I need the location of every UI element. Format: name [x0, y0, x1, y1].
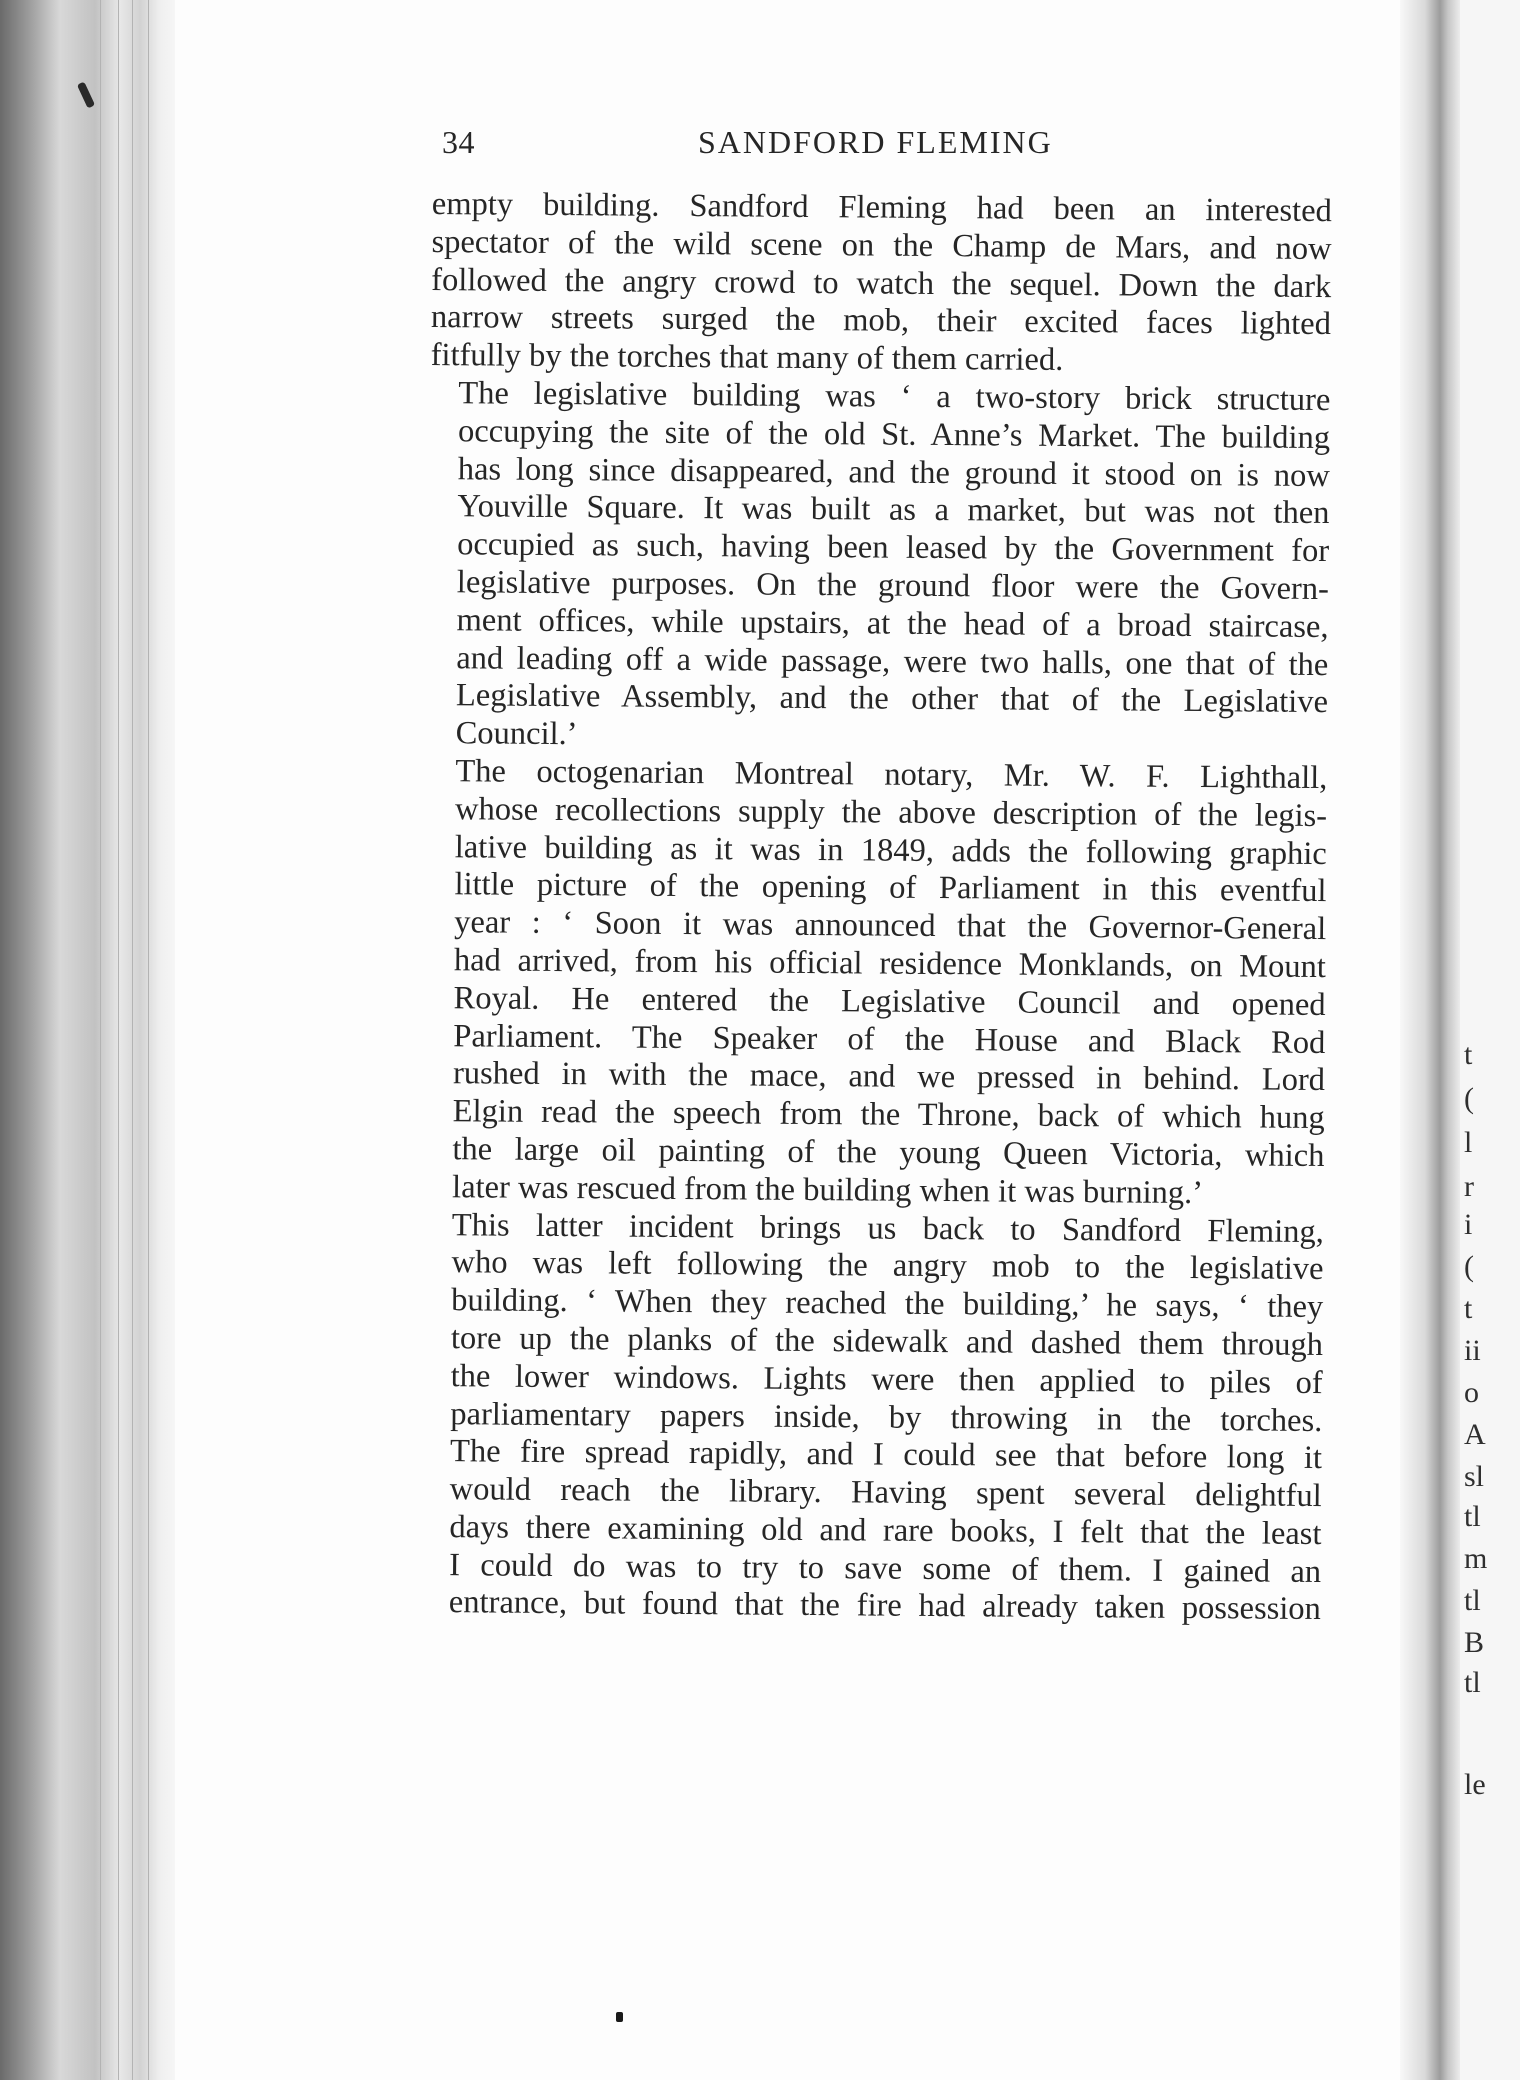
text-line: Elgin read the speech from the Throne, back of which hung [452, 1093, 1325, 1137]
text-line: had arrived, from his official residence Monklands, on Mount [453, 942, 1327, 985]
text-line: narrow streets surged the mob, their excited faces lighted [430, 299, 1332, 343]
next-page-fragment: t [1464, 1038, 1473, 1071]
next-page-fragment: o [1464, 1376, 1479, 1409]
text-line: lative building as it was in 1849, adds the following graphic [454, 828, 1327, 872]
text-line: building. ‘ When they reached the building,’ he says, ‘ they [451, 1282, 1324, 1326]
page-number: 34 [442, 124, 475, 160]
page-leaf-edge [118, 0, 119, 2080]
next-page-fragment: i [1464, 1208, 1473, 1241]
next-page-fragment: tl [1464, 1584, 1481, 1617]
next-page-fragment: sl [1464, 1460, 1485, 1493]
next-page-fragment: tl [1464, 1666, 1481, 1699]
text-line: tore up the planks of the sidewalk and dashed them through [450, 1320, 1324, 1363]
text-line: empty building. Sandford Fleming had been an interested [431, 186, 1332, 230]
next-page-fragment: ( [1464, 1250, 1474, 1283]
paragraph [428, 375, 1331, 760]
text-line: This latter incident brings us back to Sandford Fleming, [451, 1206, 1324, 1250]
text-line: year : ‘ Soon it was announced that the Governor-General [454, 904, 1327, 948]
text-line: Legislative Assembly, and the other that of the Legislative [455, 677, 1329, 721]
text-line: The octogenarian Montreal notary, Mr. W. F. Lighthall, [455, 753, 1328, 797]
next-page-fragment: A [1464, 1418, 1486, 1451]
next-page-fragment: r [1464, 1170, 1474, 1203]
text-line: Royal. He entered the Legislative Council and opened [453, 979, 1326, 1023]
running-head: SANDFORD FLEMING [698, 124, 1053, 160]
text-line: legislative purposes. On the ground floor were the Govern- [456, 564, 1330, 608]
text-line: days there examining old and rare books, I felt that the least [449, 1509, 1322, 1552]
scan-speck [616, 2012, 623, 2022]
text-line: Council.’ [455, 715, 578, 753]
body-text [421, 186, 1332, 1629]
text-line: and leading off a wide passage, were two halls, one that of the [456, 639, 1329, 683]
page-leaf-edge [148, 0, 149, 2080]
text-line: fitfully by the torches that many of them carried. [430, 337, 1064, 379]
text-line: Parliament. The Speaker of the House and Black Rod [453, 1017, 1326, 1061]
page-leaf-edge [100, 0, 101, 2080]
text-line: The fire spread rapidly, and I could see that before long it [449, 1433, 1323, 1477]
text-line: The legislative building was ‘ a two-story brick structure [458, 375, 1331, 419]
text-line: has long since disappeared, and the ground it stood on is now [457, 450, 1330, 494]
text-line: would reach the library. Having spent several delightful [449, 1471, 1322, 1515]
text-line: followed the angry crowd to watch the sequel. Down the dark [431, 261, 1332, 305]
text-line: rushed in with the mace, and we pressed in behind. Lord [452, 1055, 1326, 1099]
text-line: occupied as such, having been leased by the Government for [457, 526, 1330, 570]
next-page-fragment: l [1464, 1126, 1473, 1159]
text-line: Youville Square. It was built as a market, but was not then [457, 488, 1330, 532]
text-line: later was rescued from the building when it was burning.’ [451, 1168, 1204, 1211]
text-line: the lower windows. Lights were then applied to piles of [450, 1357, 1323, 1401]
text-line: I could do was to try to save some of them. I gained an [449, 1546, 1322, 1590]
book-gutter [1400, 0, 1460, 2080]
text-line: parliamentary papers inside, by throwing in the torches. [450, 1395, 1323, 1439]
next-page-fragment: ( [1464, 1082, 1474, 1115]
next-page-fragment: m [1464, 1542, 1488, 1575]
next-page-fragment: t [1464, 1292, 1473, 1325]
next-page-fragment: ii [1464, 1334, 1481, 1367]
text-line: ment offices, while upstairs, at the head of a broad staircase, [456, 601, 1329, 645]
text-line: little picture of the opening of Parliament in this eventful [454, 866, 1327, 910]
next-page-fragment: tl [1464, 1500, 1481, 1533]
text-line: the large oil painting of the young Queen Victoria, which [452, 1131, 1325, 1174]
text-line: whose recollections supply the above description of the legis- [454, 790, 1328, 834]
page-leaf-edge [132, 0, 133, 2080]
text-line: spectator of the wild scene on the Champ de Mars, and now [431, 223, 1332, 267]
next-page-fragment: le [1464, 1768, 1486, 1801]
paragraph [424, 753, 1328, 1214]
next-page-fragment: B [1464, 1626, 1485, 1659]
text-line: entrance, but found that the fire had already taken possession [448, 1584, 1321, 1628]
text-line: who was left following the angry mob to the legislative [451, 1244, 1324, 1288]
paragraph [421, 1206, 1324, 1629]
book-left-edge [0, 0, 175, 2080]
text-line: occupying the site of the old St. Anne’s Market. The building [457, 412, 1331, 456]
paragraph [431, 186, 1332, 382]
next-page-edge [1460, 0, 1520, 2080]
